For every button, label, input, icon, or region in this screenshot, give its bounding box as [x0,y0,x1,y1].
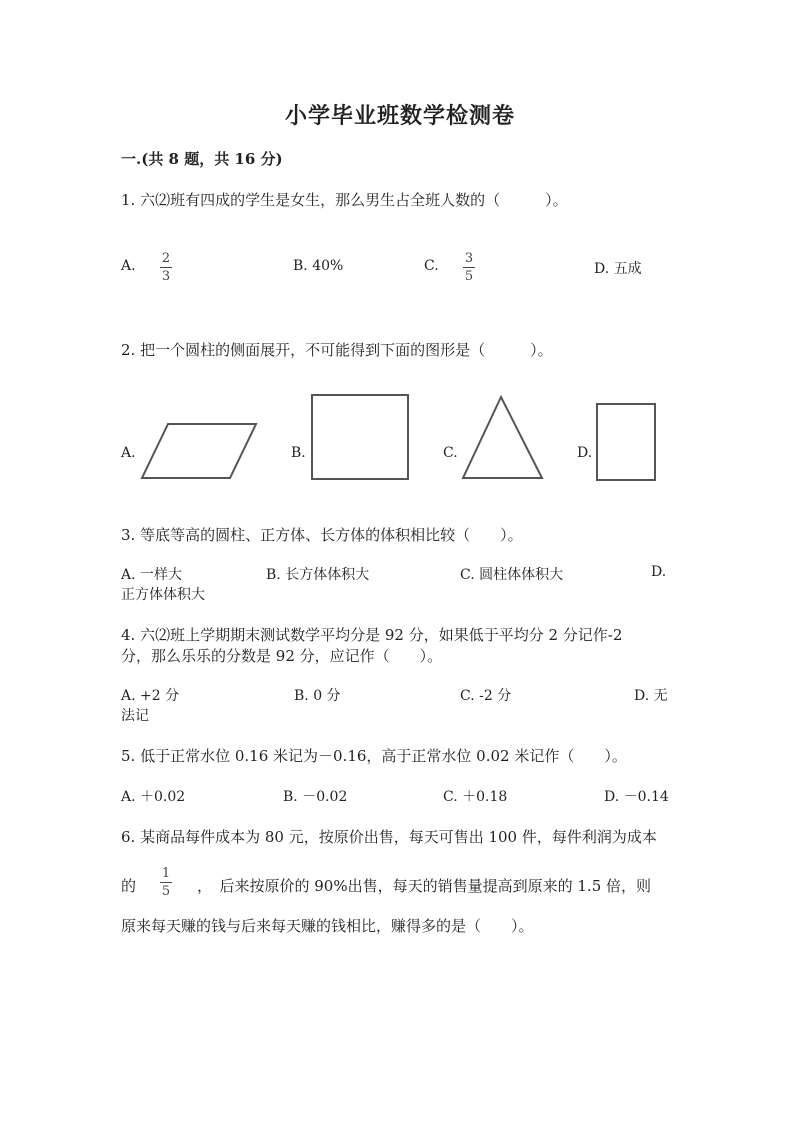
q5-option-c: C. ＋0.18 [443,789,508,805]
q6-fraction [160,867,172,898]
q2-option-d-label: D. [577,445,593,461]
question-6-line-1: 6. 某商品每件成本为 80 元，按原价出售，每天可售出 100 件，每件利润为成本 [121,828,657,846]
question-2-text: 2. 把一个圆柱的侧面展开，不可能得到下面的图形是（ ）。 [121,341,553,359]
q1-option-b: B. 40% [293,258,344,274]
q1-option-d: D. 五成 [594,261,642,277]
question-4-line-1: 4. 六⑵班上学期期末测试数学平均分是 92 分，如果低于平均分 2 分记作-2 [121,626,623,644]
fraction-bar [463,267,475,268]
question-4-line-2: 分，那么乐乐的分数是 92 分，应记作（ ）。 [121,647,443,665]
triangle-shape [461,395,545,483]
q3-option-d: D. [651,564,667,580]
triangle-outline [463,397,542,478]
q4-option-d-continued: 法记 [121,708,149,724]
square-shape [311,394,411,482]
q4-option-a: A. +2 分 [121,688,180,704]
question-3-text: 3. 等底等高的圆柱、正方体、长方体的体积相比较（ ）。 [121,526,523,544]
question-6-line-3: 原来每天赚的钱与后来每天赚的钱相比，赚得多的是（ ）。 [121,917,534,935]
q4-option-d: D. 无 [634,688,668,704]
q2-option-a-label: A. [121,445,136,461]
q3-option-c: C. 圆柱体体积大 [460,567,564,583]
q5-option-d: D. －0.14 [604,789,669,805]
fraction-bar [160,882,172,883]
q5-option-a: A. ＋0.02 [121,789,186,805]
q1-option-a-fraction [160,252,172,283]
q1-option-a-label: A. [121,258,136,274]
rectangle-outline [597,404,655,480]
q3-option-a: A. 一样大 [121,567,183,583]
q4-option-c: C. -2 分 [460,688,512,704]
question-6-line-2-end: ， 后来按原价的 90%出售，每天的销售量提高到原来的 1.5 倍，则 [197,877,652,895]
question-1-text: 1. 六⑵班有四成的学生是女生，那么男生占全班人数的（ ）。 [121,191,568,209]
q3-option-b: B. 长方体体积大 [266,567,370,583]
parallelogram-shape [140,420,260,482]
square-outline [312,395,408,479]
fraction-numerator: 1 [161,866,171,881]
fraction-denominator: 5 [161,884,171,899]
rectangle-shape [596,403,658,483]
fraction-denominator: 3 [161,269,171,284]
q1-option-c-label: C. [424,258,439,274]
fraction-bar [160,267,172,268]
parallelogram-outline [142,424,256,478]
q2-option-c-label: C. [443,445,458,461]
section-heading: 一.(共 8 题，共 16 分) [121,150,283,168]
q2-option-b-label: B. [291,445,306,461]
question-6-line-2-start: 的 [121,877,137,895]
fraction-numerator: 2 [161,251,171,266]
q3-option-d-continued: 正方体体积大 [121,587,205,603]
q4-option-b: B. 0 分 [294,688,341,704]
question-5-text: 5. 低于正常水位 0.16 米记为－0.16，高于正常水位 0.02 米记作（ ）。 [121,747,627,765]
q5-option-b: B. －0.02 [283,789,348,805]
fraction-numerator: 3 [464,251,474,266]
page-title: 小学毕业班数学检测卷 [284,103,515,129]
q1-option-c-fraction [463,252,475,283]
fraction-denominator: 5 [464,269,474,284]
